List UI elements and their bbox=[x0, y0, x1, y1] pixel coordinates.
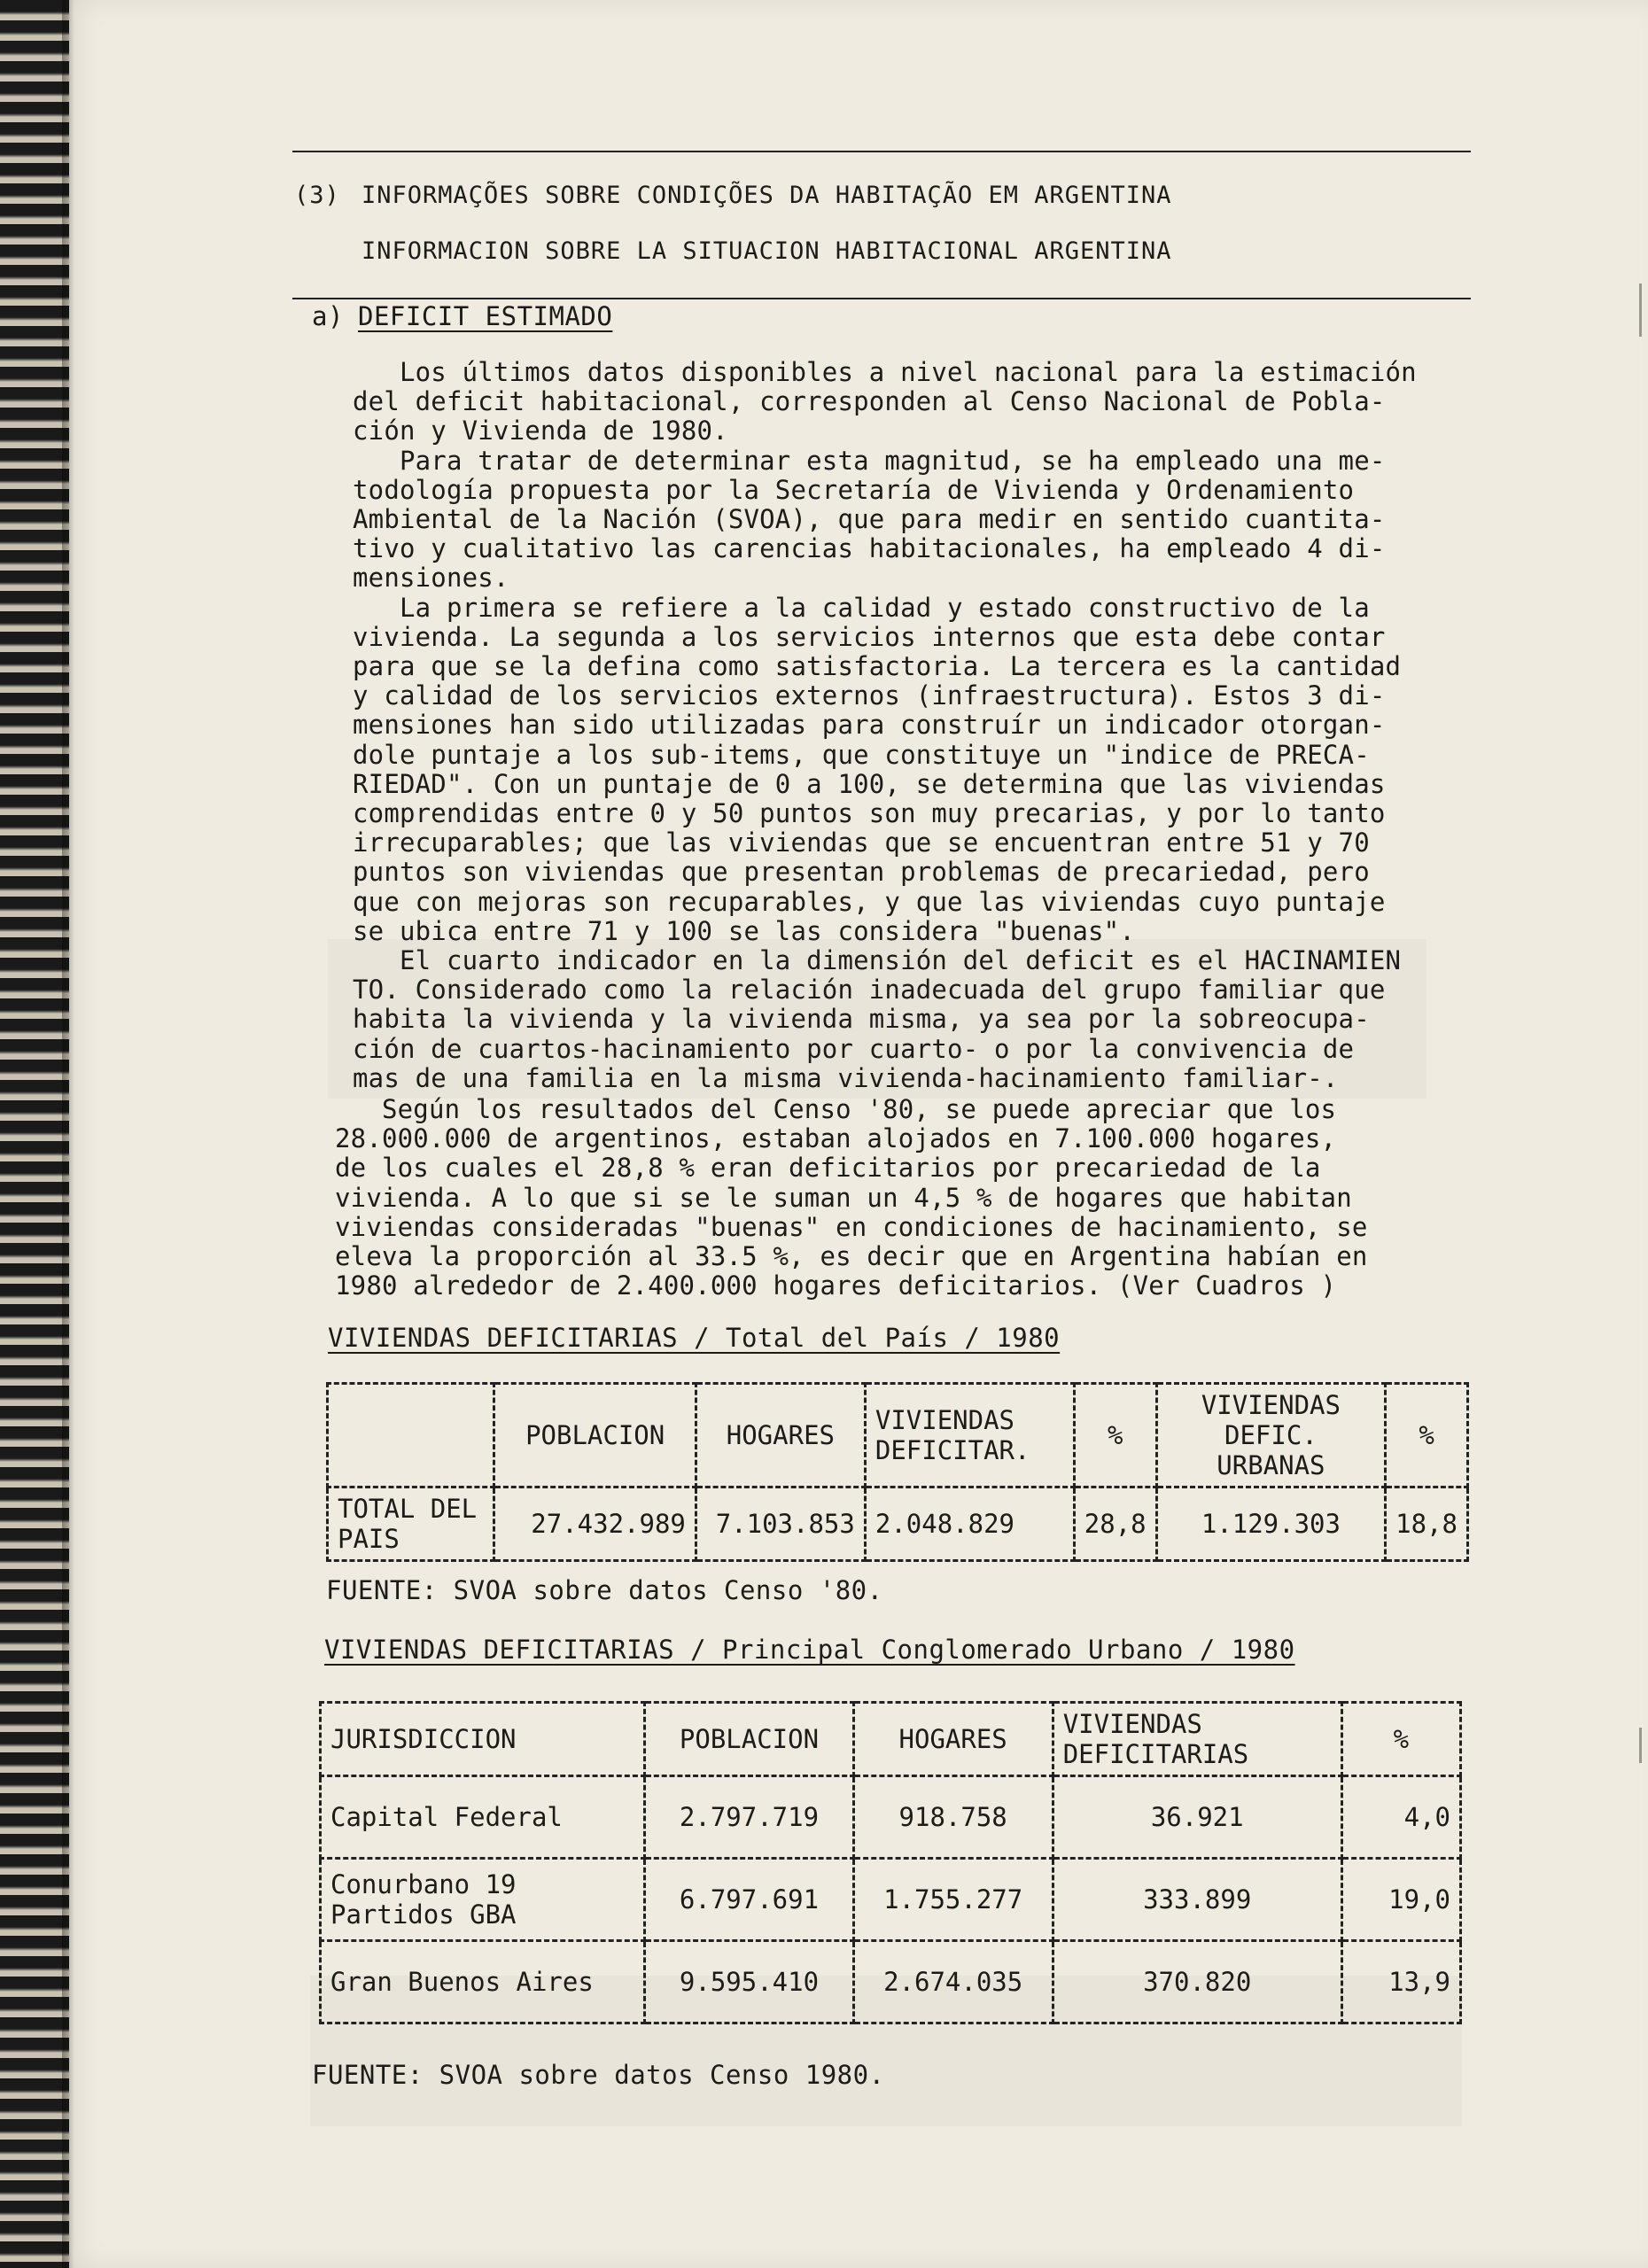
text-line: RIEDAD". Con un puntaje de 0 a 100, se determina que las viviendas bbox=[353, 768, 1386, 799]
cell-poblacion: 6.797.691 bbox=[645, 1859, 853, 1941]
header-cell bbox=[328, 1384, 494, 1487]
cell-hogares: 2.674.035 bbox=[853, 1941, 1053, 2023]
header-cell: POBLACION bbox=[494, 1384, 696, 1487]
header-cell: % bbox=[1386, 1384, 1468, 1487]
table-row bbox=[321, 1859, 1461, 1941]
table2-source: FUENTE: SVOA sobre datos Censo 1980. bbox=[312, 2060, 885, 2090]
text-line: comprendidas entre 0 y 50 puntos son muy precarias, y por lo tanto bbox=[353, 798, 1386, 829]
section-title-pt: INFORMAÇÕES SOBRE CONDIÇÕES DA HABITAÇÃO EM ARGENTINA bbox=[361, 182, 1172, 209]
text-line: vivienda. La segunda a los servicios internos que esta debe contar bbox=[353, 621, 1386, 652]
text-line: ción de cuartos-hacinamiento por cuarto- o por la convivencia de bbox=[353, 1033, 1355, 1064]
cell-viviendas: 333.899 bbox=[1053, 1859, 1341, 1941]
cell-jurisdiccion: Capital Federal bbox=[321, 1776, 645, 1859]
text-line: Según los resultados del Censo '80, se puede apreciar que los bbox=[335, 1094, 1337, 1124]
header-cell: VIVIENDAS DEFICITAR. bbox=[865, 1384, 1074, 1487]
cell-poblacion: 9.595.410 bbox=[645, 1941, 853, 2023]
text-line: todología propuesta por la Secretaría de Vivienda y Ordenamiento bbox=[353, 474, 1355, 505]
table-conglomerado-urbano bbox=[319, 1701, 1462, 2024]
cell-hogares: 1.755.277 bbox=[853, 1859, 1053, 1941]
cell-viviendas: 370.820 bbox=[1053, 1941, 1341, 2023]
cell-urbanas: 1.129.303 bbox=[1156, 1487, 1385, 1561]
paragraph-deficit-method bbox=[353, 358, 1491, 1093]
text-line: habita la vivienda y la vivienda misma, ya sea por la sobreocupa- bbox=[353, 1004, 1370, 1035]
cell-pct2: 18,8 bbox=[1386, 1487, 1468, 1561]
header-cell: HOGARES bbox=[696, 1384, 865, 1487]
cell-poblacion: 27.432.989 bbox=[494, 1487, 696, 1561]
text-line: puntos son viviendas que presentan problemas de precariedad, pero bbox=[353, 857, 1370, 888]
header-bottom-rule bbox=[292, 298, 1471, 299]
cell-hogares: 7.103.853 bbox=[696, 1487, 865, 1561]
text-line: mensiones han sido utilizadas para construír un indicador otorgan- bbox=[353, 710, 1386, 741]
text-line: de los cuales el 28,8 % eran deficitarios por precariedad de la bbox=[335, 1153, 1321, 1184]
header-cell: JURISDICCION bbox=[321, 1703, 645, 1776]
text-line: irrecuparables; que las viviendas que se encuentran entre 51 y 70 bbox=[353, 827, 1370, 858]
header-cell: VIVIENDAS DEFICITARIAS bbox=[1053, 1703, 1341, 1776]
table-row bbox=[328, 1487, 1468, 1561]
text-line: 28.000.000 de argentinos, estaban alojados en 7.100.000 hogares, bbox=[335, 1123, 1337, 1154]
text-line: viviendas consideradas "buenas" en condiciones de hacinamiento, se bbox=[335, 1211, 1368, 1242]
text-line: se ubica entre 71 y 100 se las considera "buenas". bbox=[353, 915, 1135, 946]
text-line: mas de una familia en la misma vivienda-hacinamiento familiar-. bbox=[353, 1062, 1339, 1093]
text-line: Ambiental de la Nación (SVOA), que para medir en sentido cuantita- bbox=[353, 504, 1386, 535]
text-line: Para tratar de determinar esta magnitud, se ha empleado una me- bbox=[353, 445, 1386, 476]
text-line: del deficit habitacional, corresponden al Censo Nacional de Pobla- bbox=[353, 386, 1386, 417]
text-line: eleva la proporción al 33.5 %, es decir que en Argentina habían en bbox=[335, 1241, 1368, 1272]
cell-jurisdiccion: Conurbano 19 Partidos GBA bbox=[321, 1859, 645, 1941]
subsection-letter: a) bbox=[312, 301, 344, 331]
cell-viviendas: 2.048.829 bbox=[865, 1487, 1074, 1561]
table1-source: FUENTE: SVOA sobre datos Censo '80. bbox=[326, 1575, 883, 1605]
margin-mark bbox=[1639, 284, 1642, 337]
text-line: La primera se refiere a la calidad y estado constructivo de la bbox=[353, 592, 1370, 623]
header-cell: % bbox=[1341, 1703, 1460, 1776]
margin-mark bbox=[1639, 1728, 1642, 1763]
cell-pct: 28,8 bbox=[1074, 1487, 1156, 1561]
cell-poblacion: 2.797.719 bbox=[645, 1776, 853, 1859]
cell-pct: 19,0 bbox=[1341, 1859, 1460, 1941]
text-line: dole puntaje a los sub-items, que constituye un "indice de PRECA- bbox=[353, 739, 1370, 770]
table-header-row bbox=[321, 1703, 1461, 1776]
subsection-title: DEFICIT ESTIMADO bbox=[358, 301, 613, 331]
table-header-row bbox=[328, 1384, 1468, 1487]
cell-jurisdiccion: Gran Buenos Aires bbox=[321, 1941, 645, 2023]
header-cell: HOGARES bbox=[853, 1703, 1053, 1776]
text-line: vivienda. A lo que si se le suman un 4,5 % de hogares que habitan bbox=[335, 1182, 1352, 1213]
header-cell: VIVIENDAS DEFIC. URBANAS bbox=[1156, 1384, 1385, 1487]
text-line: El cuarto indicador en la dimensión del deficit es el HACINAMIEN bbox=[353, 945, 1402, 976]
header-cell: POBLACION bbox=[645, 1703, 853, 1776]
section-title-es: INFORMACION SOBRE LA SITUACION HABITACIONAL ARGENTINA bbox=[361, 237, 1172, 265]
table2-title: VIVIENDAS DEFICITARIAS / Principal Conglomerado Urbano / 1980 bbox=[324, 1635, 1295, 1665]
text-line: mensiones. bbox=[353, 563, 509, 594]
cell-pct: 4,0 bbox=[1341, 1776, 1460, 1859]
text-line: 1980 alrededor de 2.400.000 hogares deficitarios. (Ver Cuadros ) bbox=[335, 1270, 1337, 1301]
cell-viviendas: 36.921 bbox=[1053, 1776, 1341, 1859]
table1-title: VIVIENDAS DEFICITARIAS / Total del País / 1980 bbox=[328, 1323, 1061, 1353]
text-line: TO. Considerado como la relación inadecuada del grupo familiar que bbox=[353, 975, 1386, 1006]
spiral-binding bbox=[0, 0, 69, 2268]
text-line: que con mejoras son recuparables, y que las viviendas cuyo puntaje bbox=[353, 886, 1386, 917]
text-line: ción y Vivienda de 1980. bbox=[353, 416, 728, 447]
section-number: (3) bbox=[294, 182, 340, 209]
paragraph-census-results bbox=[335, 1095, 1473, 1301]
header-top-rule bbox=[292, 151, 1471, 152]
document-page bbox=[62, 0, 1648, 2268]
table-row bbox=[321, 1941, 1461, 2023]
cell-hogares: 918.758 bbox=[853, 1776, 1053, 1859]
text-line: para que se la defina como satisfactoria. La tercera es la cantidad bbox=[353, 651, 1402, 682]
text-line: y calidad de los servicios externos (infraestructura). Estos 3 di- bbox=[353, 680, 1386, 711]
row-label: TOTAL DEL PAIS bbox=[328, 1487, 494, 1561]
table-total-pais bbox=[326, 1382, 1469, 1562]
text-line: tivo y cualitativo las carencias habitacionales, ha empleado 4 di- bbox=[353, 533, 1386, 564]
table-row bbox=[321, 1776, 1461, 1859]
header-cell: % bbox=[1074, 1384, 1156, 1487]
text-line: Los últimos datos disponibles a nivel nacional para la estimación bbox=[353, 357, 1417, 387]
binding-shadow bbox=[62, 0, 74, 2268]
cell-pct: 13,9 bbox=[1341, 1941, 1460, 2023]
